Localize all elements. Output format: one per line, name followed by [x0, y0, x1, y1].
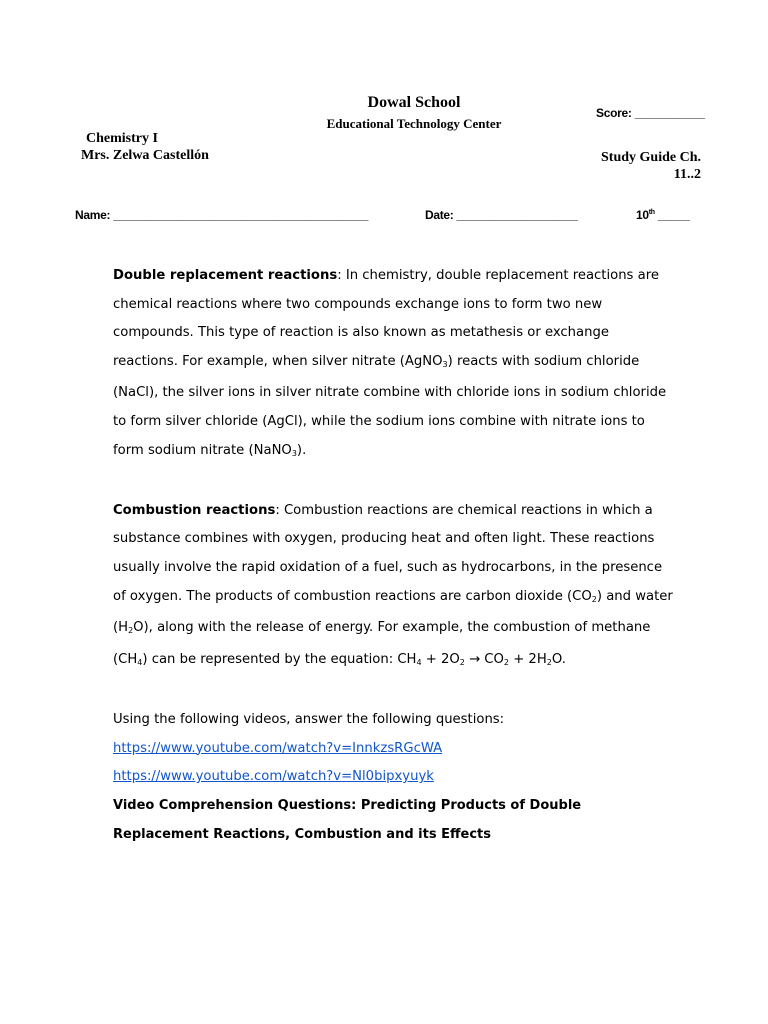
grade-number: 10 [636, 208, 649, 222]
grade-field [636, 208, 690, 222]
double-replacement-title: Double replacement reactions [113, 268, 338, 283]
center-name: Educational Technology Center [326, 116, 502, 131]
grade-suffix: th [648, 209, 655, 216]
video-link-1[interactable]: https://www.youtube.com/watch?v=InnkzsRGcWA [113, 740, 443, 756]
name-field: Name: ________________________________________ [75, 208, 369, 222]
questions-heading: Video Comprehension Questions: Predicting Products of Double Replacement Reactions, Combustion and its Effects [113, 798, 582, 842]
score-field: Score: ___________ [596, 106, 705, 120]
grade-blank: _____ [654, 208, 690, 222]
double-replacement-paragraph: Double replacement reactions: In chemistry, double replacement reactions are chemical reactions where two compounds exchange ions to form two new compounds. This type of reaction is also known as metathesis or exchange reactions. For example, when silver nitrate (AgNO$_3$) reacts with sodium chloride (NaCl), the silver ions in silver nitrate combine with chloride ions in sodium chloride to form silver chloride (AgCl), while the sodium ions combine with nitrate ions to form sodium nitrate (NaNO$_3$). [113, 268, 667, 458]
school-name: Dowal School [367, 94, 461, 111]
worksheet-content [113, 262, 673, 792]
study-guide-chapter: 11..2 [673, 167, 701, 182]
study-guide-title: Study Guide Ch. [601, 150, 701, 165]
videos-intro: Using the following videos, answer the following questions: [113, 711, 505, 727]
course-title: Chemistry I [86, 131, 158, 146]
video-link-2[interactable]: https://www.youtube.com/watch?v=Nl0bipxyuyk [113, 769, 434, 785]
combustion-paragraph: Combustion reactions: Combustion reactions are chemical reactions in which a substance combines with oxygen, producing heat and often light. These reactions usually involve the rapid oxidation of a fuel, such as hydrocarbons, in the presence of oxygen. The products of combustion reactions are carbon dioxide $(CO_2)$ and water $(H_2O)$, along with the release of energy. For example, the combustion of methane $(CH_4)$ can be represented by the equation: $CH_4 + 2O_2 \to CO_2 + 2H_2O$. [113, 502, 673, 667]
teacher-name: Mrs. Zelwa Castellón [81, 148, 209, 163]
date-field: Date: ___________________ [425, 208, 578, 222]
combustion-title: Combustion reactions [113, 502, 276, 518]
